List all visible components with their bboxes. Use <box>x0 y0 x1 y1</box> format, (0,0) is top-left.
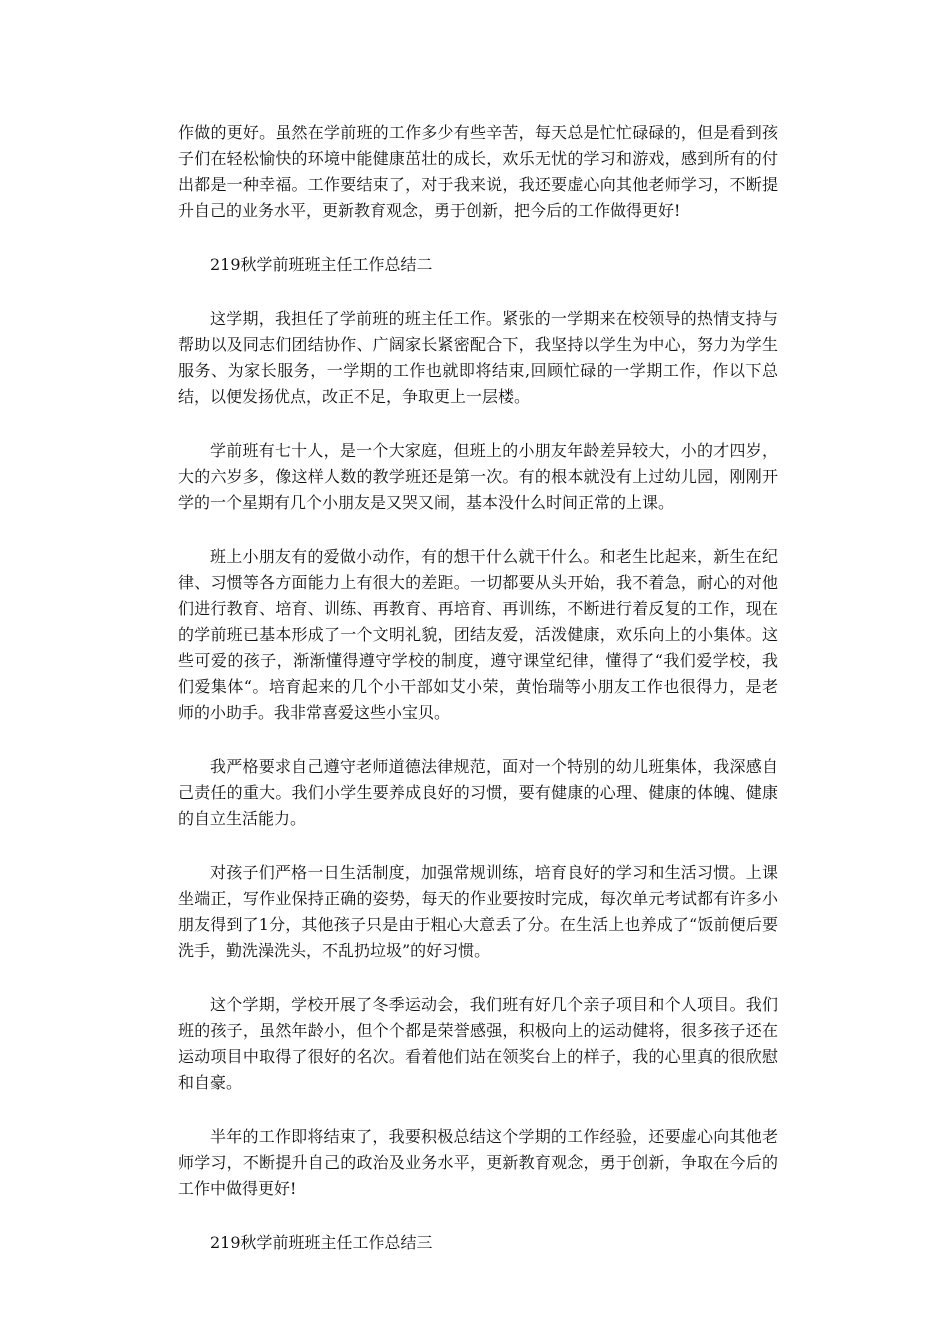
document-page <box>178 120 778 1284</box>
section-title-2: 219秋学前班班主任工作总结二 <box>210 255 433 274</box>
paragraph: 学前班有七十人，是一个大家庭，但班上的小朋友年龄差异较大，小的才四岁，大的六岁多，像这样人数的教学班还是第一次。有的根本就没有上过幼儿园，刚刚开学的一个星期有几个小朋友是又哭又闹，基本没什么时间正常的上课。 <box>178 441 778 512</box>
paragraph: 我严格要求自己遵守老师道德法律规范，面对一个特别的幼儿班集体，我深感自己责任的重大。我们小学生要养成良好的习惯，要有健康的心理、健康的体魄、健康的自立生活能力。 <box>178 757 778 828</box>
paragraph: 半年的工作即将结束了，我要积极总结这个学期的工作经验，还要虚心向其他老师学习，不断提升自己的政治及业务水平，更新教育观念，勇于创新，争取在今后的工作中做得更好! <box>178 1127 778 1198</box>
paragraph: 这个学期，学校开展了冬季运动会，我们班有好几个亲子项目和个人项目。我们班的孩子，虽然年龄小，但个个都是荣誉感强，积极向上的运动健将，很多孩子还在运动项目中取得了很好的名次。看着他们站在领奖台上的样子，我的心里真的很欣慰和自豪。 <box>178 995 778 1092</box>
paragraph: 这学期，我担任了学前班的班主任工作。紧张的一学期来在校领导的热情支持与帮助以及同志们团结协作、广阔家长紧密配合下，我坚持以学生为中心，努力为学生服务、为家长服务，一学期的工作也就即将结束,回顾忙碌的一学期工作，作以下总结，以便发扬优点，改正不足，争取更上一层楼。 <box>178 309 778 406</box>
paragraph: 对孩子们严格一日生活制度，加强常规训练，培育良好的学习和生活习惯。上课坐端正，写作业保持正确的姿势，每天的作业要按时完成，每次单元考试都有许多小朋友得到了1分，其他孩子只是由于粗心大意丢了分。在生活上也养成了“饭前便后要洗手，勤洗澡洗头，不乱扔垃圾”的好习惯。 <box>178 863 778 960</box>
paragraph: 班上小朋友有的爱做小动作，有的想干什么就干什么。和老生比起来，新生在纪律、习惯等各方面能力上有很大的差距。一切都要从头开始，我不着急，耐心的对他们进行教育、培育、训练、再教育、再培育、再训练，不断进行着反复的工作，现在的学前班已基本形成了一个文明礼貌，团结友爱，活泼健康，欢乐向上的小集体。这些可爱的孩子，渐渐懂得遵守学校的制度，遵守课堂纪律，懂得了“我们爱学校，我们爱集体“。培育起来的几个小干部如艾小荣，黄怡瑞等小朋友工作也很得力，是老师的小助手。我非常喜爱这些小宝贝。 <box>178 547 778 722</box>
section-title-3: 219秋学前班班主任工作总结三 <box>210 1233 433 1252</box>
intro-paragraph: 作做的更好。虽然在学前班的工作多少有些辛苦，每天总是忙忙碌碌的，但是看到孩子们在轻松愉快的环境中能健康茁壮的成长，欢乐无忧的学习和游戏，感到所有的付出都是一种幸福。工作要结束了，对于我来说，我还要虚心向其他老师学习，不断提升自己的业务水平，更新教育观念，勇于创新，把今后的工作做得更好! <box>178 123 778 220</box>
